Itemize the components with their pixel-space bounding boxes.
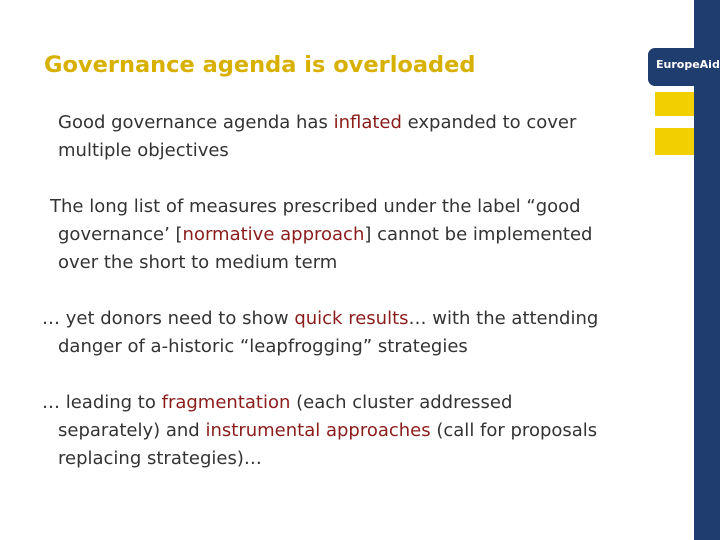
yellow-accent-bar-1 (655, 92, 694, 116)
paragraph-1 (58, 109, 648, 165)
paragraph-1-line-1: Good governance agenda has inflated expanded to cover (58, 112, 577, 133)
paragraph-3 (42, 305, 672, 361)
paragraph-4-line-1: … leading to fragmentation (each cluster addressed (42, 392, 513, 413)
highlight-inflated: inflated (333, 112, 402, 133)
paragraph-4-line-2: separately) and instrumental approaches (call for proposals (58, 420, 598, 441)
highlight-instrumental-approaches: instrumental approaches (205, 420, 431, 441)
highlight-normative-approach: normative approach (182, 224, 365, 245)
paragraph-3-line-1: … yet donors need to show quick results… with the attending (42, 308, 599, 329)
paragraph-2 (50, 193, 660, 277)
paragraph-2-line-1: The long list of measures prescribed under the label “good (50, 196, 581, 217)
highlight-quick-results: quick results (294, 308, 409, 329)
paragraph-3-line-2: danger of a-historic “leapfrogging” strategies (58, 336, 468, 357)
highlight-fragmentation: fragmentation (161, 392, 291, 413)
yellow-accent-bar-2 (655, 128, 694, 155)
slide-title: Governance agenda is overloaded (44, 52, 476, 78)
paragraph-4-line-3: replacing strategies)… (58, 448, 262, 469)
paragraph-2-line-2: governance’ [normative approach] cannot be implemented (58, 224, 593, 245)
europeaid-logo-text: EuropeAid (656, 58, 720, 71)
paragraph-2-line-3: over the short to medium term (58, 252, 338, 273)
paragraph-1-line-2: multiple objectives (58, 140, 229, 161)
paragraph-4 (42, 389, 672, 473)
